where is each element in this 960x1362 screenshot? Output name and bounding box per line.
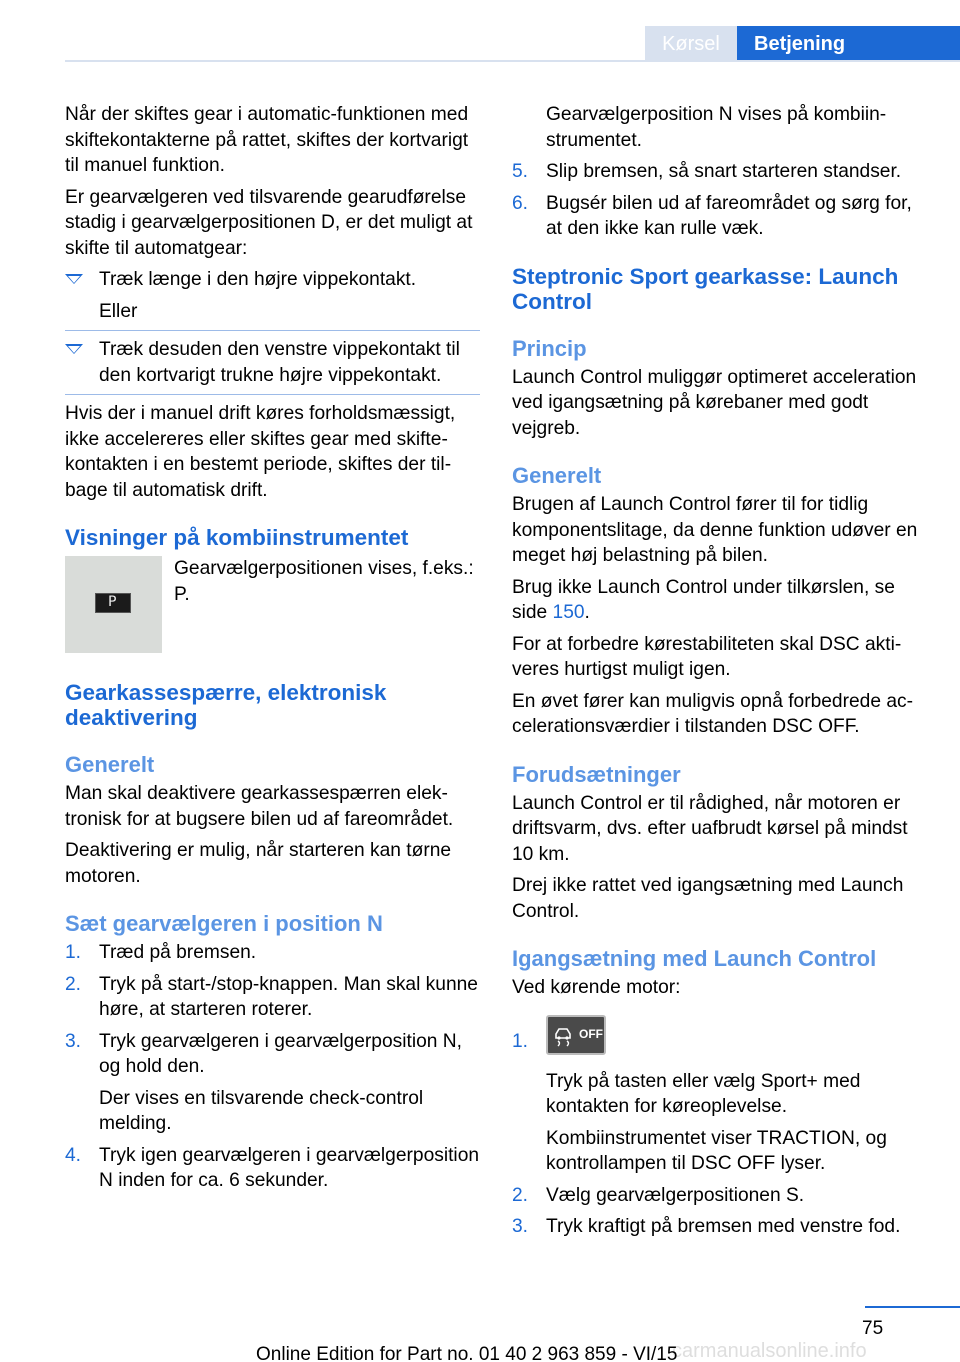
list-item-text: Tryk på tasten eller vælg Sport+ med kontakten for køreoplevelse. [546,1070,861,1117]
list-item [512,191,932,242]
right-column [512,102,932,1246]
gear-display-image [65,556,162,653]
page-number: 75 [862,1318,884,1339]
dsc-off-button-icon [546,1015,606,1055]
list-item-text: Bugsér bilen ud af fareområdet og sørg for, at den ikke kan rulle væk. [546,192,912,239]
list-item-text: Tryk på start-/stop-knappen. Man skal kunne høre, at starteren roterer. [99,973,478,1020]
section-heading: Gearkassespærre, elektronisk deaktivering [65,680,387,730]
step-number: 3. [512,1216,529,1237]
tab-betjening[interactable]: Betjening [737,26,960,62]
paragraph: Ved kørende motor: [512,977,681,998]
list-item [65,1029,480,1137]
subsection-heading: Sæt gearvælgeren i position N [65,911,383,936]
subsection-heading: Generelt [512,463,602,488]
paragraph: Drej ikke rattet ved igangsætning med Launch Control. [512,875,904,922]
text-run: . [584,602,590,623]
subsection-heading: Igangsætning med Launch Control [512,946,877,971]
list-item-subtext: Kombiinstrumentet viser TRACTION, og kontrollampen til DSC OFF lyser. [546,1127,887,1174]
list-item [65,267,480,324]
left-column [65,102,480,1200]
list-item-text: Vælg gearvælgerpositionen S. [546,1184,805,1206]
list-item [65,1143,480,1194]
subsection-heading: Princip [512,335,587,361]
list-item-text: Tryk igen gearvælgeren i gearvælgerposition N inden for ca. 6 sekunder. [99,1144,480,1191]
list-item [512,1183,932,1209]
gear-display-letter: P [108,594,117,610]
list-item [512,1015,932,1177]
paragraph: Man skal deaktivere gearkassespærren elektronisk for at bugsere bilen ud af fareområdet. [65,783,454,830]
list-item [65,940,480,966]
triangle-bullet-icon [65,344,83,354]
list-item [512,159,932,185]
display-caption: Gearvælgerpositionen vises, f.eks.: P. [174,558,474,605]
footer-edition-text: Online Edition for Part no. 01 40 2 963 859 - VI/15 [256,1344,678,1362]
subsection-heading: Generelt [65,752,155,777]
list-item-text: Træk desuden den venstre vippekontakt til den kortvarigt trukne højre vippekontakt. [99,339,460,386]
tab-korsel[interactable]: Kørsel [645,26,737,62]
list-item-text: Træd på bremsen. [99,942,257,963]
step-number: 1. [512,1030,529,1052]
paragraph: Brugen af Launch Control fører til for tidlig komponentslitage, da denne funktion udøver en meget høj belastning på bilen. [512,494,918,566]
step-number: 6. [512,192,529,214]
list-item-text: Træk længe i den højre vippekontakt. [99,269,417,290]
list-item-text: Slip bremsen, så snart starteren standser. [546,161,902,182]
section-heading: Visninger på kombiinstrumentet [65,525,409,550]
paragraph: Hvis der i manuel drift køres forholdsmæssigt, ikke accelereres eller skiftes gear med skiftekontakten i en bestemt periode, skiftes der tilbage til automatisk drift. [65,403,456,501]
paragraph: Launch Control er til rådighed, når motoren er driftsvarm, dvs. efter uafbrudt kørsel på mindst 10 km. [512,792,908,865]
list-item-text: Tryk gearvælgeren i gearvælgerposition N, og hold den. [99,1030,462,1077]
paragraph: Er gearvælgeren ved tilsvarende gearudførelse stadig i gearvælgerpositionen D, er det muligt at skifte til automatgear: [65,186,473,259]
dsc-off-label: OFF [579,1026,603,1041]
paragraph: En øvet fører kan muligvis opnå forbedrede accelerationsværdier i tilstanden DSC OFF. [512,690,913,737]
list-item-text: Gearvælgerposition N vises på kombiinstrumentet. [546,104,887,151]
paragraph: Når der skiftes gear i automatic-funktionen med skiftekontakterne på rattet, skiftes der kortvarigt til manuel funktion. [65,104,469,176]
footer-rule [865,1306,960,1308]
list-item-text: Tryk kraftigt på bremsen med venstre fod. [546,1216,901,1237]
car-skid-icon [553,1025,573,1047]
paragraph: Deaktivering er mulig, når starteren kan tørne motoren. [65,840,452,887]
list-item [65,337,480,388]
step-number: 4. [65,1144,82,1166]
watermark: carmanualsonline.info [672,1340,867,1362]
header-rule [65,60,960,62]
subsection-heading: Forudsætninger [512,761,681,787]
list-item-subtext: Der vises en tilsvarende check-control melding. [99,1087,424,1134]
text-run: Brug ikke Launch Control under tilkørslen, se side [512,576,895,623]
paragraph: Launch Control muliggør optimeret acceleration ved igangsætning på kørebaner med godt vejgreb. [512,366,917,439]
triangle-bullet-icon [65,274,83,284]
step-number: 3. [65,1030,82,1052]
list-item-continuation [512,102,932,153]
step-number: 2. [65,973,82,995]
divider [65,330,480,331]
step-number: 1. [65,942,82,963]
step-number: 2. [512,1184,529,1206]
paragraph: For at forbedre kørestabiliteten skal DSC aktiveres hurtigst muligt igen. [512,633,902,680]
section-heading: Steptronic Sport gearkasse: Launch Control [512,263,899,314]
display-figure [65,556,480,654]
page-link[interactable]: 150 [552,602,585,623]
paragraph [512,575,932,626]
divider [65,394,480,395]
list-item [512,1214,932,1240]
list-item [65,972,480,1023]
step-number: 5. [512,161,529,182]
list-item-subtext: Eller [99,300,138,322]
